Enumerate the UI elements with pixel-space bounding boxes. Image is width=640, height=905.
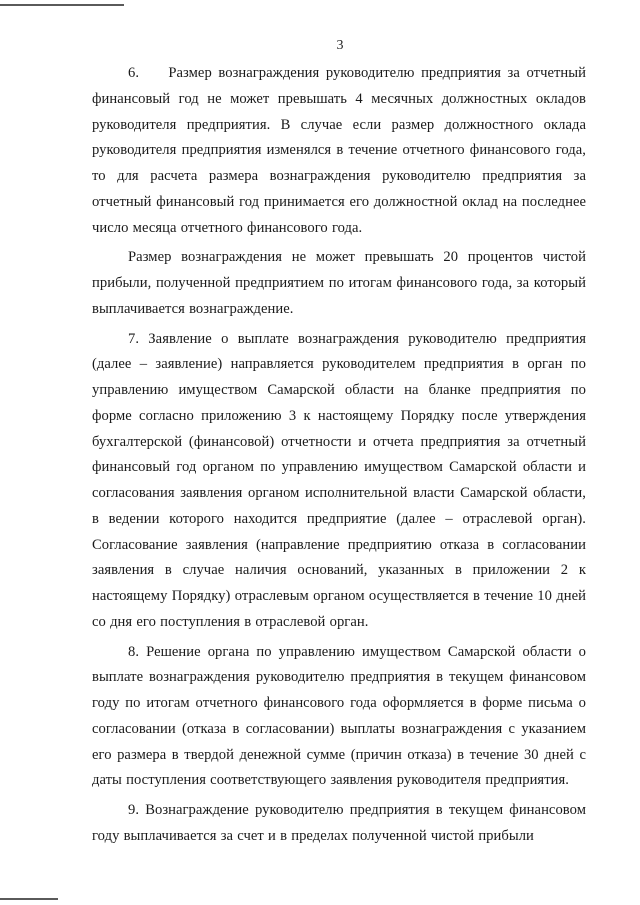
paragraph-7: 7. Заявление о выплате вознаграждения руководителю предприятия (далее – заявление) направляется руководителем предприятия в орган по управлению имуществом Самарской области на бланке предприятия по форме согласно приложению 3 к настоящему Порядку после утверждения бухгалтерской (финансовой) отчетности и отчета предприятия за отчетный финансовый год органом по управлению имуществом Самарской области и согласования заявления органом исполнительной власти Самарской области, в ведении которого находится предприятие (далее – отраслевой орган). Согласование заявления (направление предприятию отказа в согласовании заявления в случае наличия оснований, указанных в приложении 2 к настоящему Порядку) отраслевым органом осуществляется в течение 10 дней со дня его поступления в отраслевой орган. — [92, 330, 586, 630]
paragraph-9: 9. Вознаграждение руководителю предприятия в текущем финансовом году выплачивается за счет и в пределах полученной чистой прибыли — [92, 802, 586, 844]
top-scan-line — [0, 4, 124, 6]
paragraph-6: 6. Размер вознаграждения руководителю предприятия за отчетный финансовый год не может превышать 4 месячных должностных окладов руководителя предприятия. В случае если размер должностного оклада руководителя предприятия изменялся в течение отчетного финансового года, то для расчета размера вознаграждения руководителю предприятия за отчетный финансовый год принимается его должностной оклад на последнее число месяца отчетного финансового года. — [92, 65, 586, 236]
page-number: 3 — [336, 38, 344, 53]
document-body — [92, 61, 586, 854]
bottom-scan-line — [0, 898, 58, 900]
paragraph-6-limit: Размер вознаграждения не может превышать 20 процентов чистой прибыли, полученной предприятием по итогам финансового года, за который выплачивается вознаграждение. — [92, 249, 586, 317]
paragraph-8: 8. Решение органа по управлению имуществом Самарской области о выплате вознаграждения руководителю предприятия в текущем финансовом году по итогам отчетного финансового года оформляется в форме письма о согласовании (отказа в согласовании) выплаты вознаграждения с указанием его размера в твердой денежной сумме (причин отказа) в течение 30 дней с даты поступления соответствующего заявления руководителя предприятия. — [92, 643, 586, 789]
